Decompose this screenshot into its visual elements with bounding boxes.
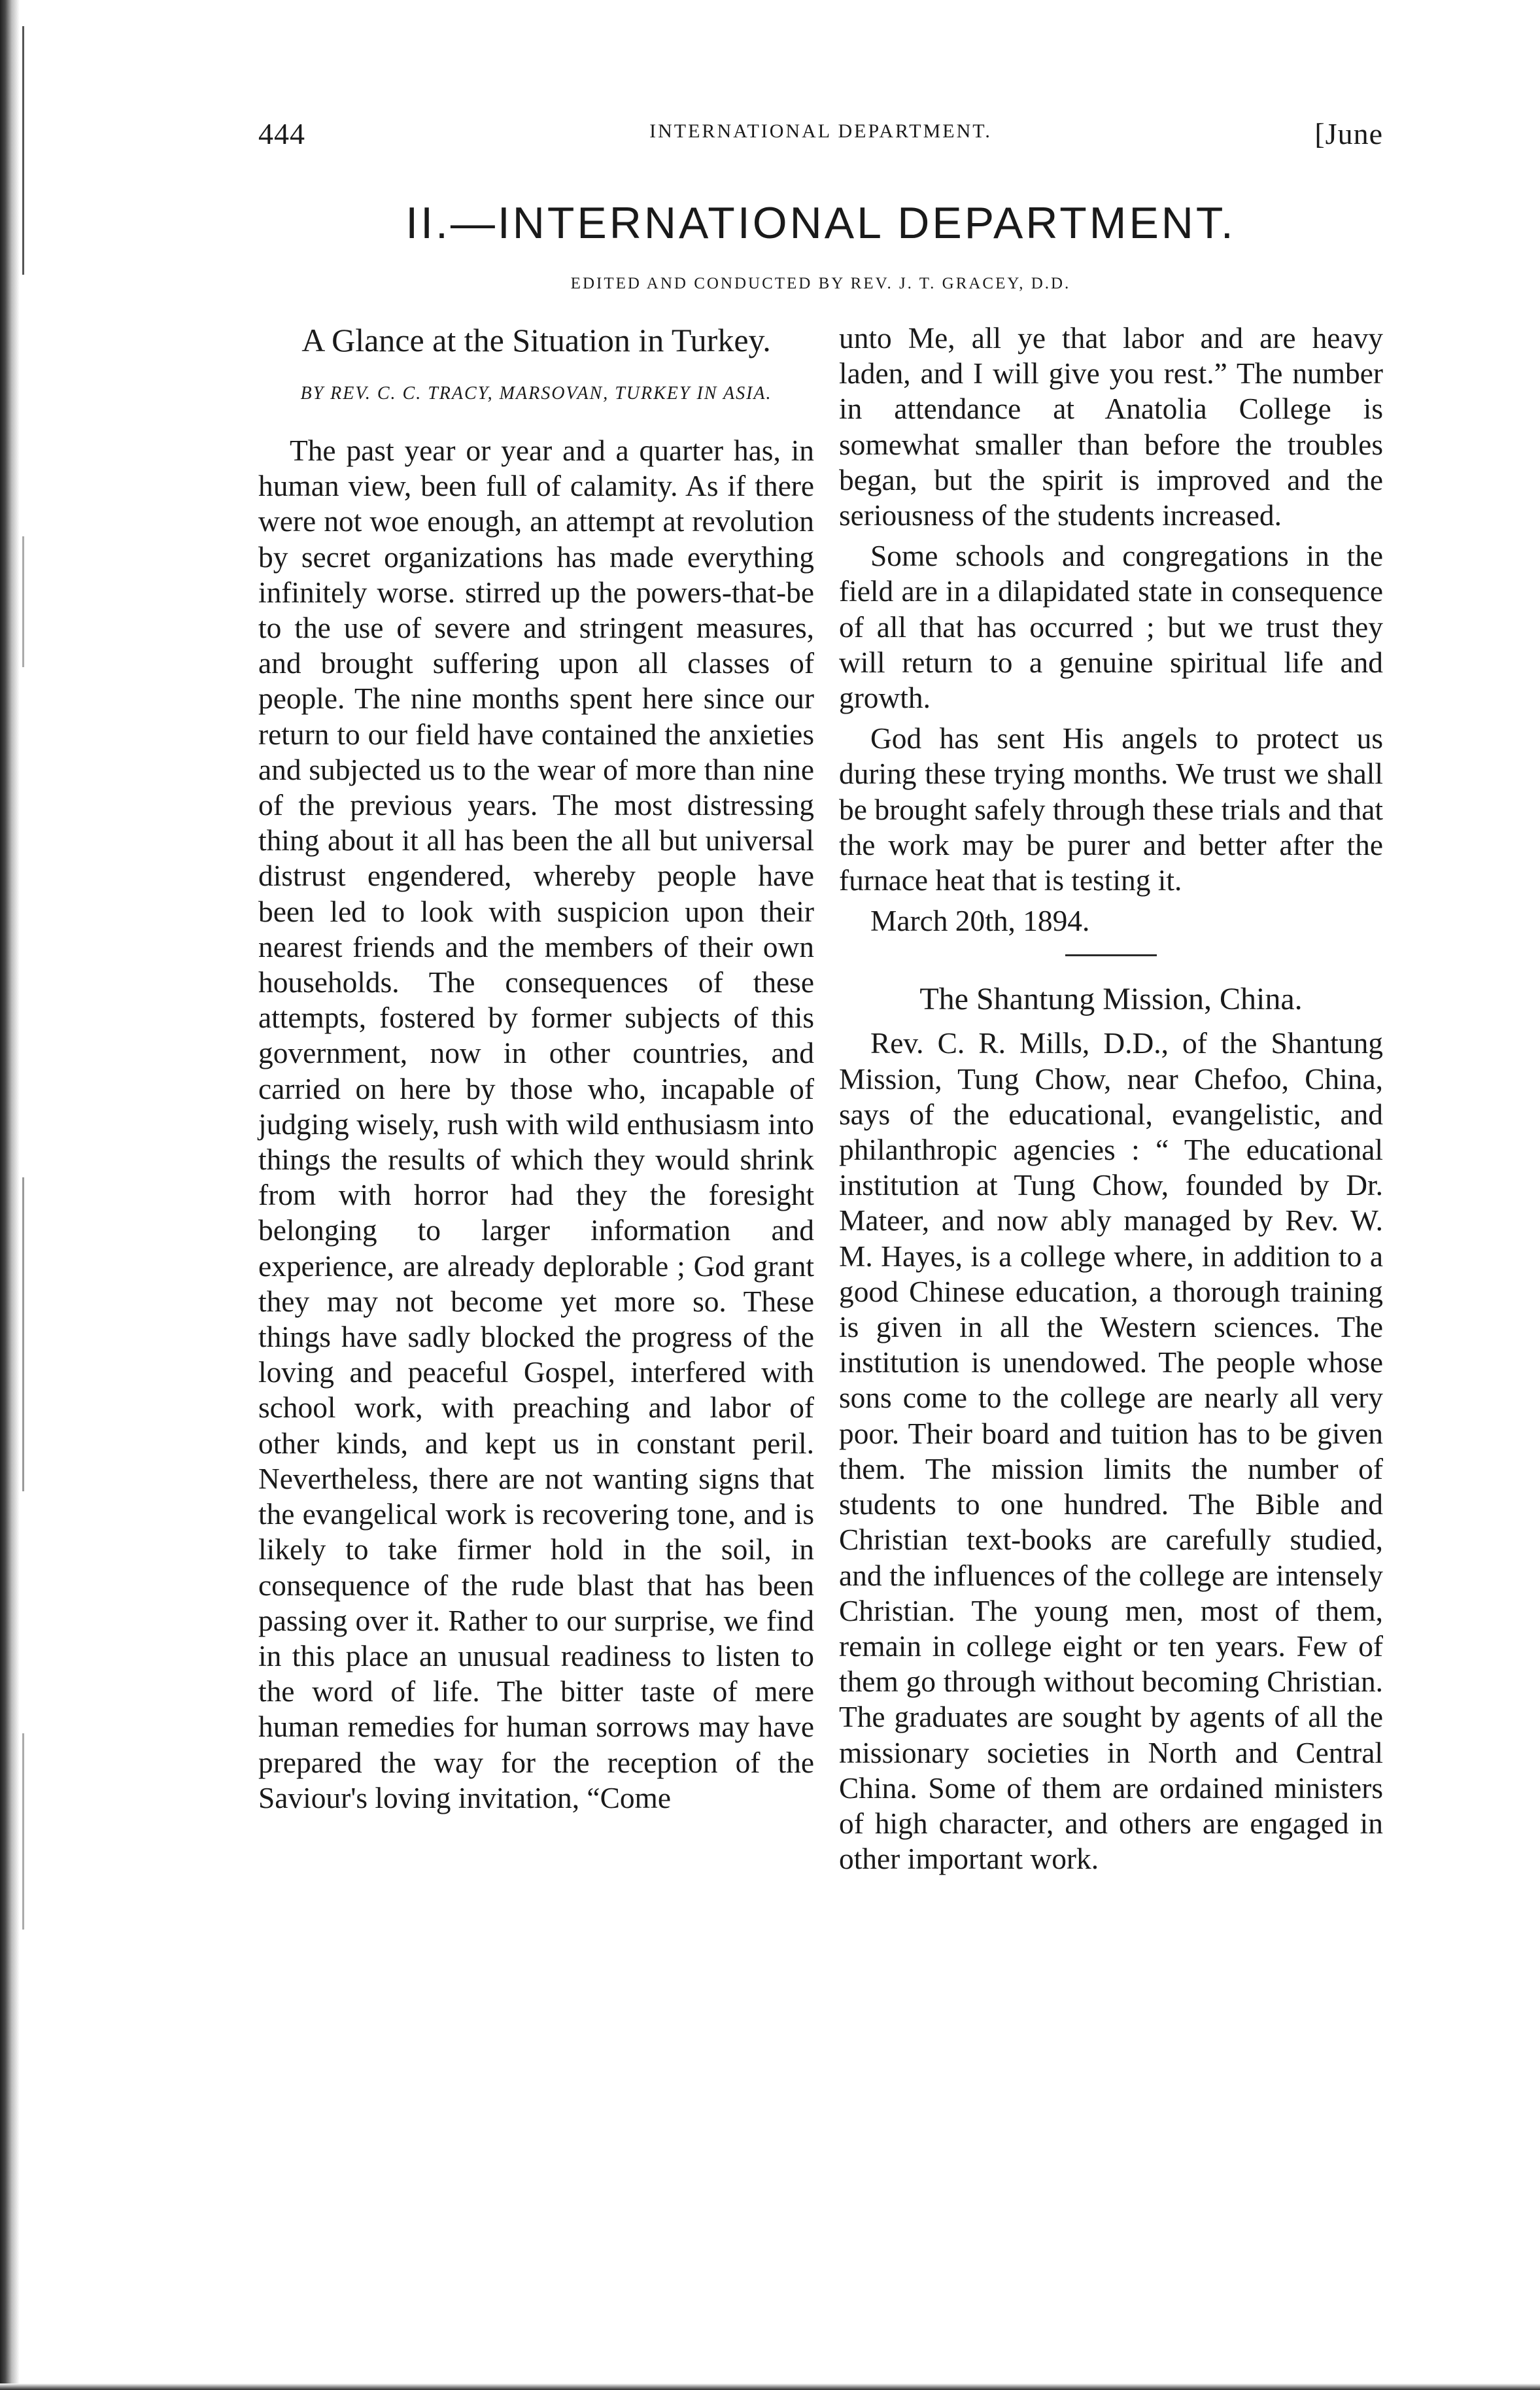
page-number: 444 — [258, 117, 305, 150]
article-date: March 20th, 1894. — [870, 905, 1090, 938]
running-head — [258, 116, 1383, 162]
section-title: II.—INTERNATIONAL DEPARTMENT. — [405, 198, 1236, 248]
issue-month: [June — [1314, 117, 1383, 150]
scan-mark — [22, 1733, 24, 1930]
scan-bottom-edge — [0, 2383, 1540, 2390]
left-column — [258, 320, 814, 1821]
scan-edge — [0, 0, 20, 2390]
scan-mark — [22, 1177, 24, 1491]
article-paragraph-continued: unto Me, all ye that labor and are heavy laden, and I will give you rest.” The number in attendance at Anatolia College is somewhat smaller than before the troubles began, but the spirit is improved and the seriousness of the students increased. — [839, 322, 1383, 532]
article-title-turkey: A Glance at the Situation in Turkey. — [301, 322, 771, 358]
editor-credit: EDITED AND CONDUCTED BY REV. J. T. GRACEY, D.D. — [570, 275, 1071, 292]
running-title: INTERNATIONAL DEPARTMENT. — [649, 120, 992, 142]
article-divider — [1065, 954, 1157, 956]
scan-mark — [22, 536, 24, 667]
right-column — [839, 320, 1383, 1882]
scan-mark — [22, 26, 24, 275]
article-paragraph: Some schools and congregations in the field are in a dilapidated state in consequence of all that has occurred ; but we trust they will return to a genuine spiritual life and growth. — [839, 540, 1383, 715]
article-paragraph: The past year or year and a quarter has, in human view, been full of calamity. As if there were not woe enough, an attempt at revolution by secret organizations has made everything infinitely worse. stirred up the powers-that-be to the use of severe and stringent measures, and brought suffering upon all classes of people. The nine months spent here since our return to our field have contained the anxieties and subjected us to the wear of more than nine of the previous years. The most distressing thing about it all has been the all but universal distrust engendered, whereby people have been led to look with suspicion upon their nearest friends and the members of their own households. The consequences of these attempts, fostered by former subjects of this government, now in other countries, and carried on here by those who, incapable of judging wisely, rush with wild enthusiasm into things the results of which they would shrink from with horror had they the foresight belonging to larger information and experience, are already deplorable ; God grant they may not become yet more so. These things have sadly blocked the progress of the loving and peaceful Gospel, interfered with school work, with preaching and labor of other kinds, and kept us in constant peril. Nevertheless, there are not wanting signs that the evangelical work is recovering tone, and is likely to take firmer hold in the soil, in consequence of the rude blast that has been passing over it. Rather to our surprise, we find in this place an unusual readiness to listen to the word of life. The bitter taste of mere human remedies for human sorrows may have prepared the way for the reception of the Saviour's loving invitation, “Come — [258, 434, 814, 1814]
article-paragraph: God has sent His angels to protect us during these trying months. We trust we shall be brought safely through these trials and that the work may be purer and better after the furnace heat that is testing it. — [839, 722, 1383, 897]
article-title-shantung: The Shantung Mission, China. — [919, 982, 1303, 1017]
article-byline: BY REV. C. C. TRACY, MARSOVAN, TURKEY IN ASIA. — [300, 383, 772, 404]
article-paragraph: Rev. C. R. Mills, D.D., of the Shantung Mission, Tung Chow, near Chefoo, China, says of the educational, evangelistic, and philanthropic agencies : “ The educational institution at Tung Chow, founded by Dr. Mateer, and now ably managed by Rev. W. M. Hayes, is a college where, in addition to a good Chinese education, a thorough training is given in all the Western sciences. The institution is unendowed. The people whose sons come to the college are nearly all very poor. Their board and tuition has to be given them. The mission limits the number of students to one hundred. The Bible and Christian text-books are carefully studied, and the influences of the college are intensely Christian. The young men, most of them, remain in college eight or ten years. Few of them go through without becoming Christian. The graduates are sought by agents of all the missionary societies in North and Central China. Some of them are ordained ministers of high character, and others are engaged in other important work. — [839, 1027, 1383, 1876]
